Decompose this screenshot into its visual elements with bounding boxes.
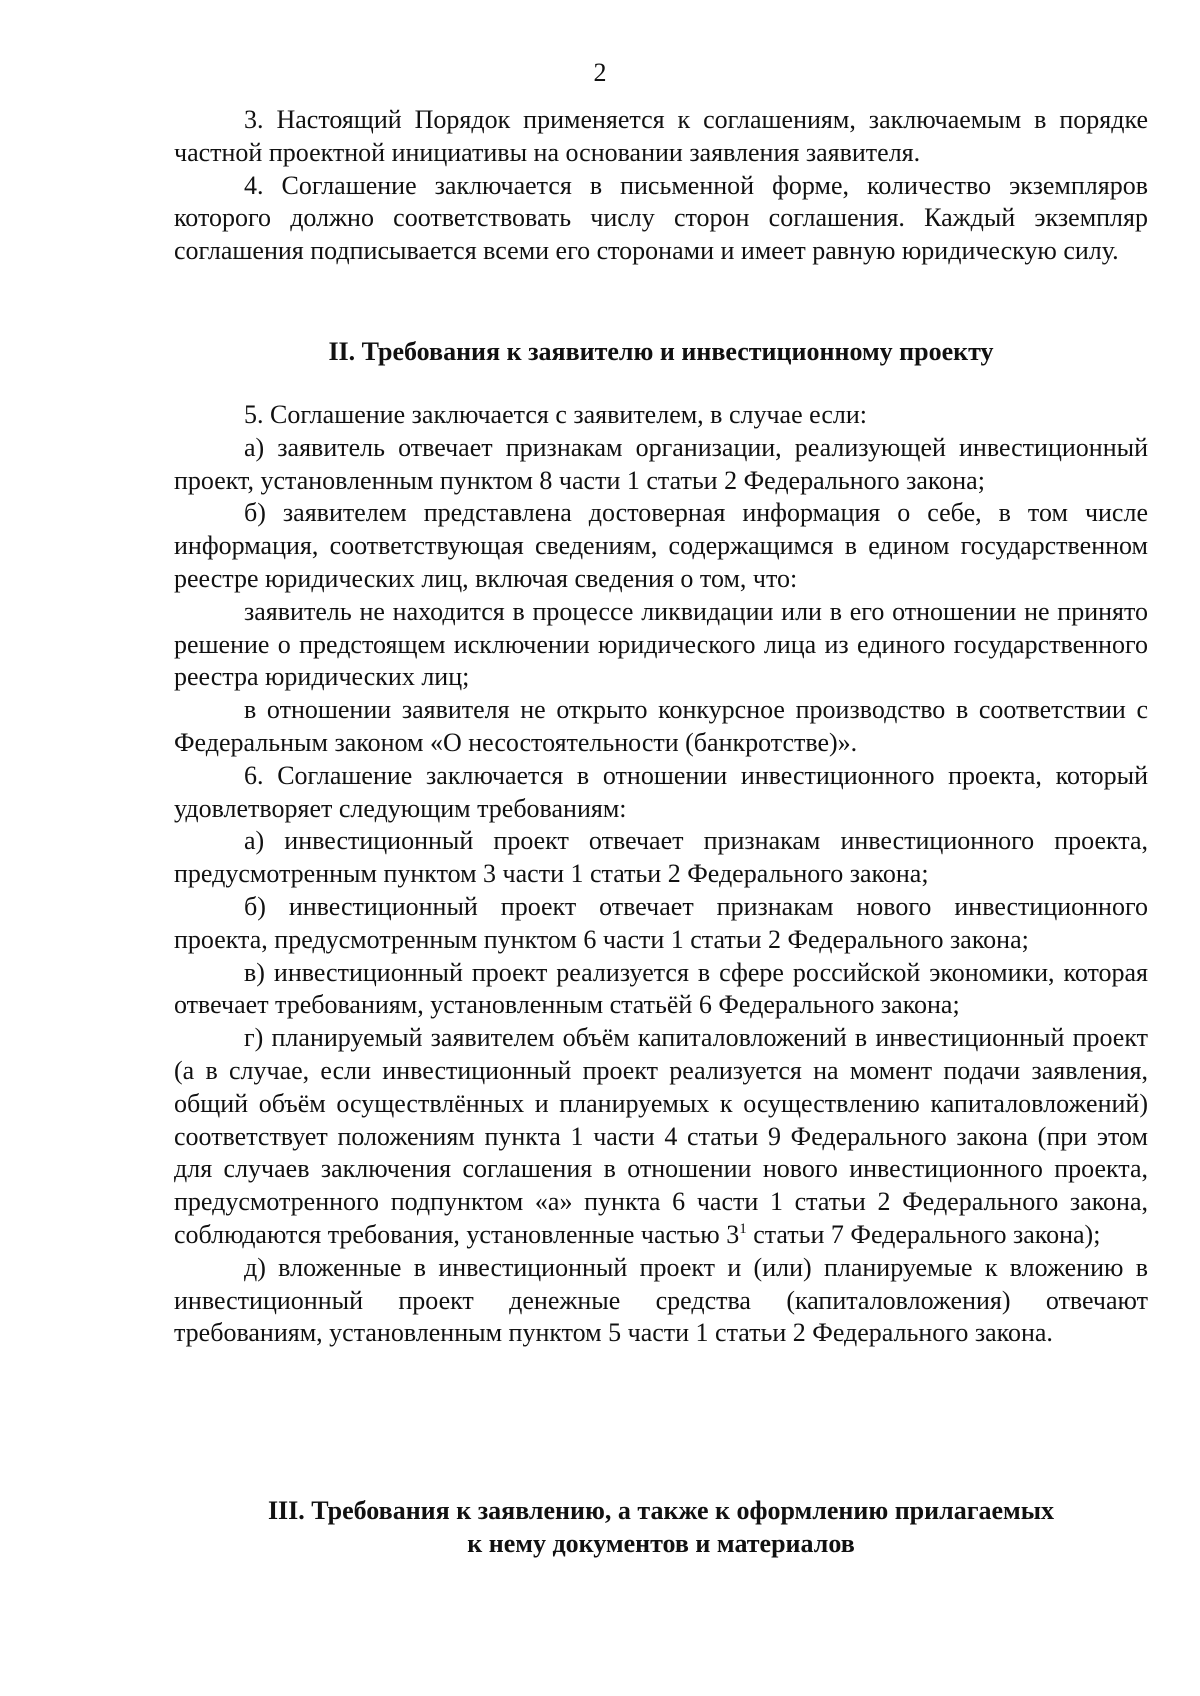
section-3-heading-line-1: III. Требования к заявлению, а также к оформлению прилагаемых bbox=[267, 1496, 1055, 1525]
section-2-heading: II. Требования к заявителю и инвестиционному проекту bbox=[328, 337, 994, 366]
paragraph-6g-text: г) планируемый заявителем объём капиталовложений в инвестиционный проект (а в случае, если инвестиционный проект реализуется на момент подачи заявления, общий объём осуществлённых и планируемых к осуществлению капиталовложений) соответствует положениям пункта 1 части 4 статьи 9 Федерального закона (при этом для случаев заключения соглашения в отношении нового инвестиционного проекта, предусмотренного подпунктом «а» пункта 6 части 1 статьи 2 Федерального закона, соблюдаются требования, установленные частью 3 bbox=[174, 1023, 1148, 1249]
paragraph-6b: б) инвестиционный проект отвечает признакам нового инвестиционного проекта, предусмотренным пунктом 6 части 1 статьи 2 Федерального закона; bbox=[174, 891, 1148, 954]
page-number: 2 bbox=[593, 58, 607, 87]
paragraph-5b-item-2: в отношении заявителя не открыто конкурсное производство в соответствии с Федеральным законом «О несостоятельности (банкротстве)». bbox=[174, 695, 1148, 757]
paragraph-3: 3. Настоящий Порядок применяется к соглашениям, заключаемым в порядке частной проектной инициативы на основании заявления заявителя. bbox=[174, 105, 1148, 167]
paragraph-5b: б) заявителем представлена достоверная информация о себе, в том числе информация, соответствующая сведениям, содержащимся в едином государственном реестре юридических лиц, включая сведения о том, что: bbox=[174, 498, 1148, 593]
section-1-tail bbox=[174, 104, 1148, 268]
paragraph-6g bbox=[174, 1022, 1148, 1252]
paragraph-4: 4. Соглашение заключается в письменной форме, количество экземпляров которого должно соответствовать числу сторон соглашения. Каждый экземпляр соглашения подписывается всеми его сторонами и имеет равную юридическую силу. bbox=[174, 170, 1148, 266]
paragraph-6g-superscript: 1 bbox=[739, 1220, 747, 1237]
section-2-body bbox=[174, 399, 1148, 1350]
section-3-heading-line-2: к нему документов и материалов bbox=[467, 1529, 855, 1558]
paragraph-5: 5. Соглашение заключается с заявителем, в случае если: bbox=[244, 400, 867, 429]
paragraph-6v: в) инвестиционный проект реализуется в сфере российской экономики, которая отвечает требованиям, установленным статьёй 6 Федерального закона; bbox=[174, 957, 1148, 1020]
paragraph-6d: д) вложенные в инвестиционный проект и (или) планируемые к вложению в инвестиционный проект денежные средства (капиталовложения) отвечают требованиям, установленным пунктом 5 части 1 статьи 2 Федерального закона. bbox=[174, 1252, 1148, 1348]
section-3-heading bbox=[174, 1494, 1148, 1560]
paragraph-5a: а) заявитель отвечает признакам организации, реализующей инвестиционный проект, установленным пунктом 8 части 1 статьи 2 Федерального закона; bbox=[174, 432, 1148, 495]
paragraph-5b-item-1: заявитель не находится в процессе ликвидации или в его отношении не принято решение о предстоящем исключении юридического лица из единого государственного реестра юридических лиц; bbox=[174, 596, 1148, 692]
paragraph-6a: а) инвестиционный проект отвечает признакам инвестиционного проекта, предусмотренным пунктом 3 части 1 статьи 2 Федерального закона; bbox=[174, 826, 1148, 889]
paragraph-6g-text-end: статьи 7 Федерального закона); bbox=[746, 1219, 1101, 1249]
paragraph-6: 6. Соглашение заключается в отношении инвестиционного проекта, который удовлетворяет следующим требованиям: bbox=[174, 760, 1148, 823]
